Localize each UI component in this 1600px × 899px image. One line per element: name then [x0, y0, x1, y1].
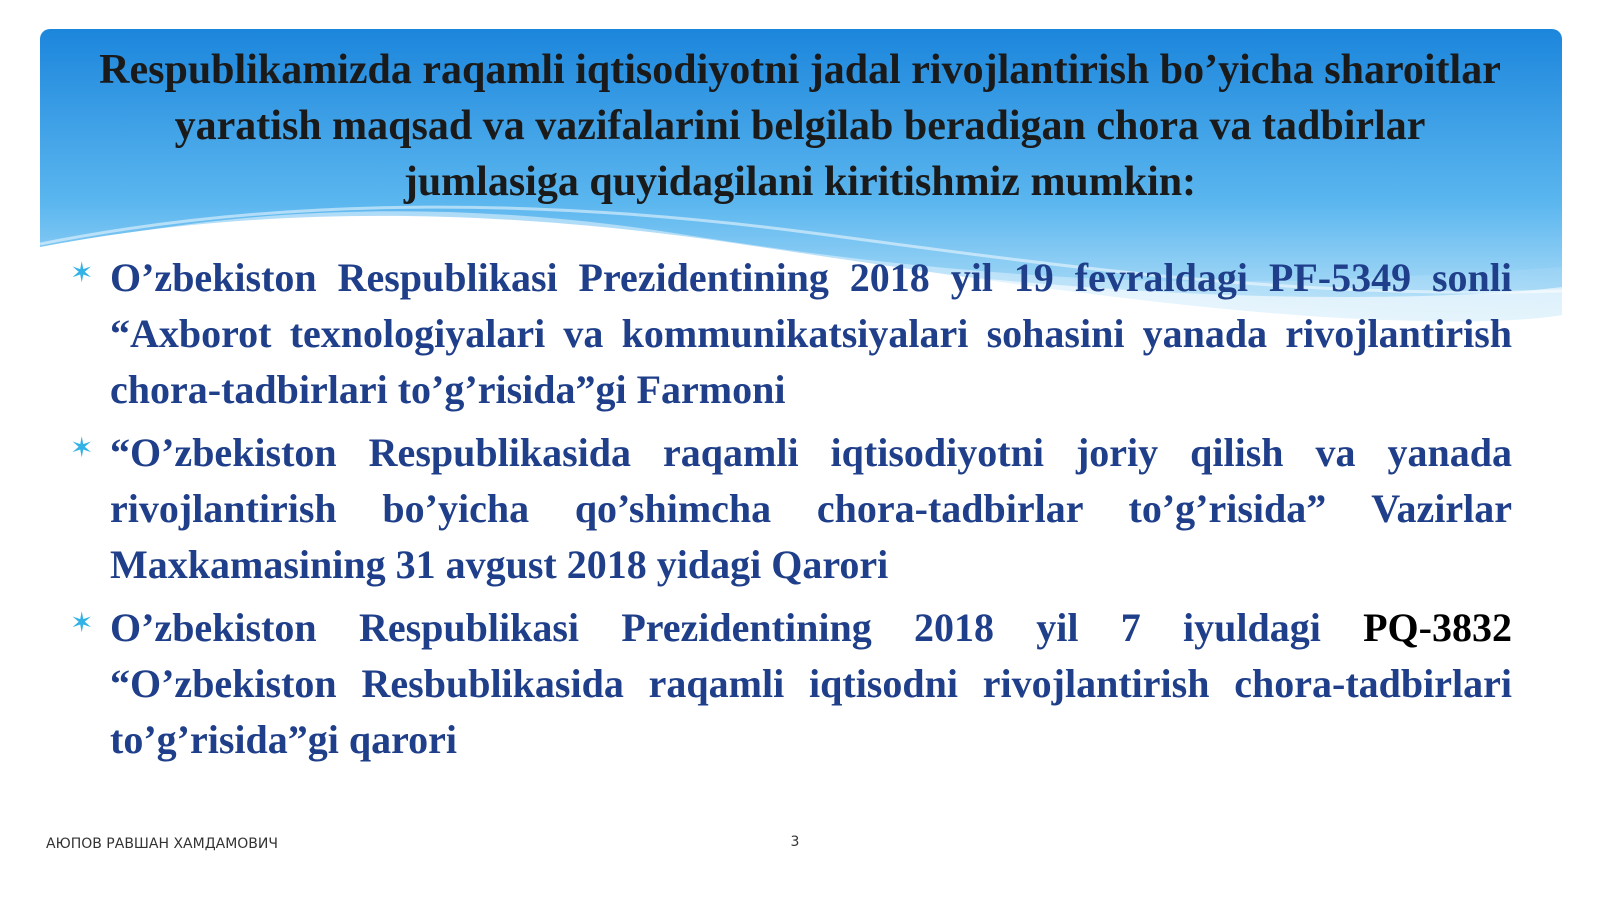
bullet-list	[70, 250, 1512, 775]
page-number: 3	[790, 834, 800, 850]
bullet-text: O’zbekiston Respublikasi Prezidentining 2018 yil 19 fevraldagi PF-5349 sonli “Axborot texnologiyalari va kommunikatsiyalari sohasini yanada rivojlantirish chora-tadbirlari to’g’risida”gi Farmoni	[110, 255, 1512, 412]
star-bullet-icon: ✶	[70, 606, 94, 639]
document-code: PQ-3832	[1363, 605, 1512, 650]
bullet-text: “O’zbekiston Respublikasida raqamli iqtisodiyotni joriy qilish va yanada rivojlantirish bo’yicha qo’shimcha chora-tadbirlar to’g’risida” Vazirlar Maxkamasining 31 avgust 2018 yidagi Qarori	[110, 430, 1512, 587]
bullet-text-before: O’zbekiston Respublikasi Prezidentining 2018 yil 7 iyuldagi	[110, 605, 1364, 650]
star-bullet-icon: ✶	[70, 431, 94, 464]
bullet-item-1	[70, 250, 1512, 418]
slide-title: Respublikamizda raqamli iqtisodiyotni jadal rivojlantirish bo’yicha sharoitlar yaratish maqsad va vazifalarini belgilab beradigan chora va tadbirlar jumlasiga quyidagilani kiritishmiz mumkin:	[99, 47, 1501, 205]
bullet-item-3	[70, 600, 1512, 768]
footer-author: АЮПОВ РАВШАН ХАМДАМОВИЧ	[46, 836, 278, 852]
bullet-text-after: “O’zbekiston Resbublikasida raqamli iqtisodni rivojlantirish chora-tadbirlari to’g’risida”gi qarori	[110, 661, 1512, 762]
star-bullet-icon: ✶	[70, 256, 94, 289]
bullet-item-2	[70, 425, 1512, 593]
